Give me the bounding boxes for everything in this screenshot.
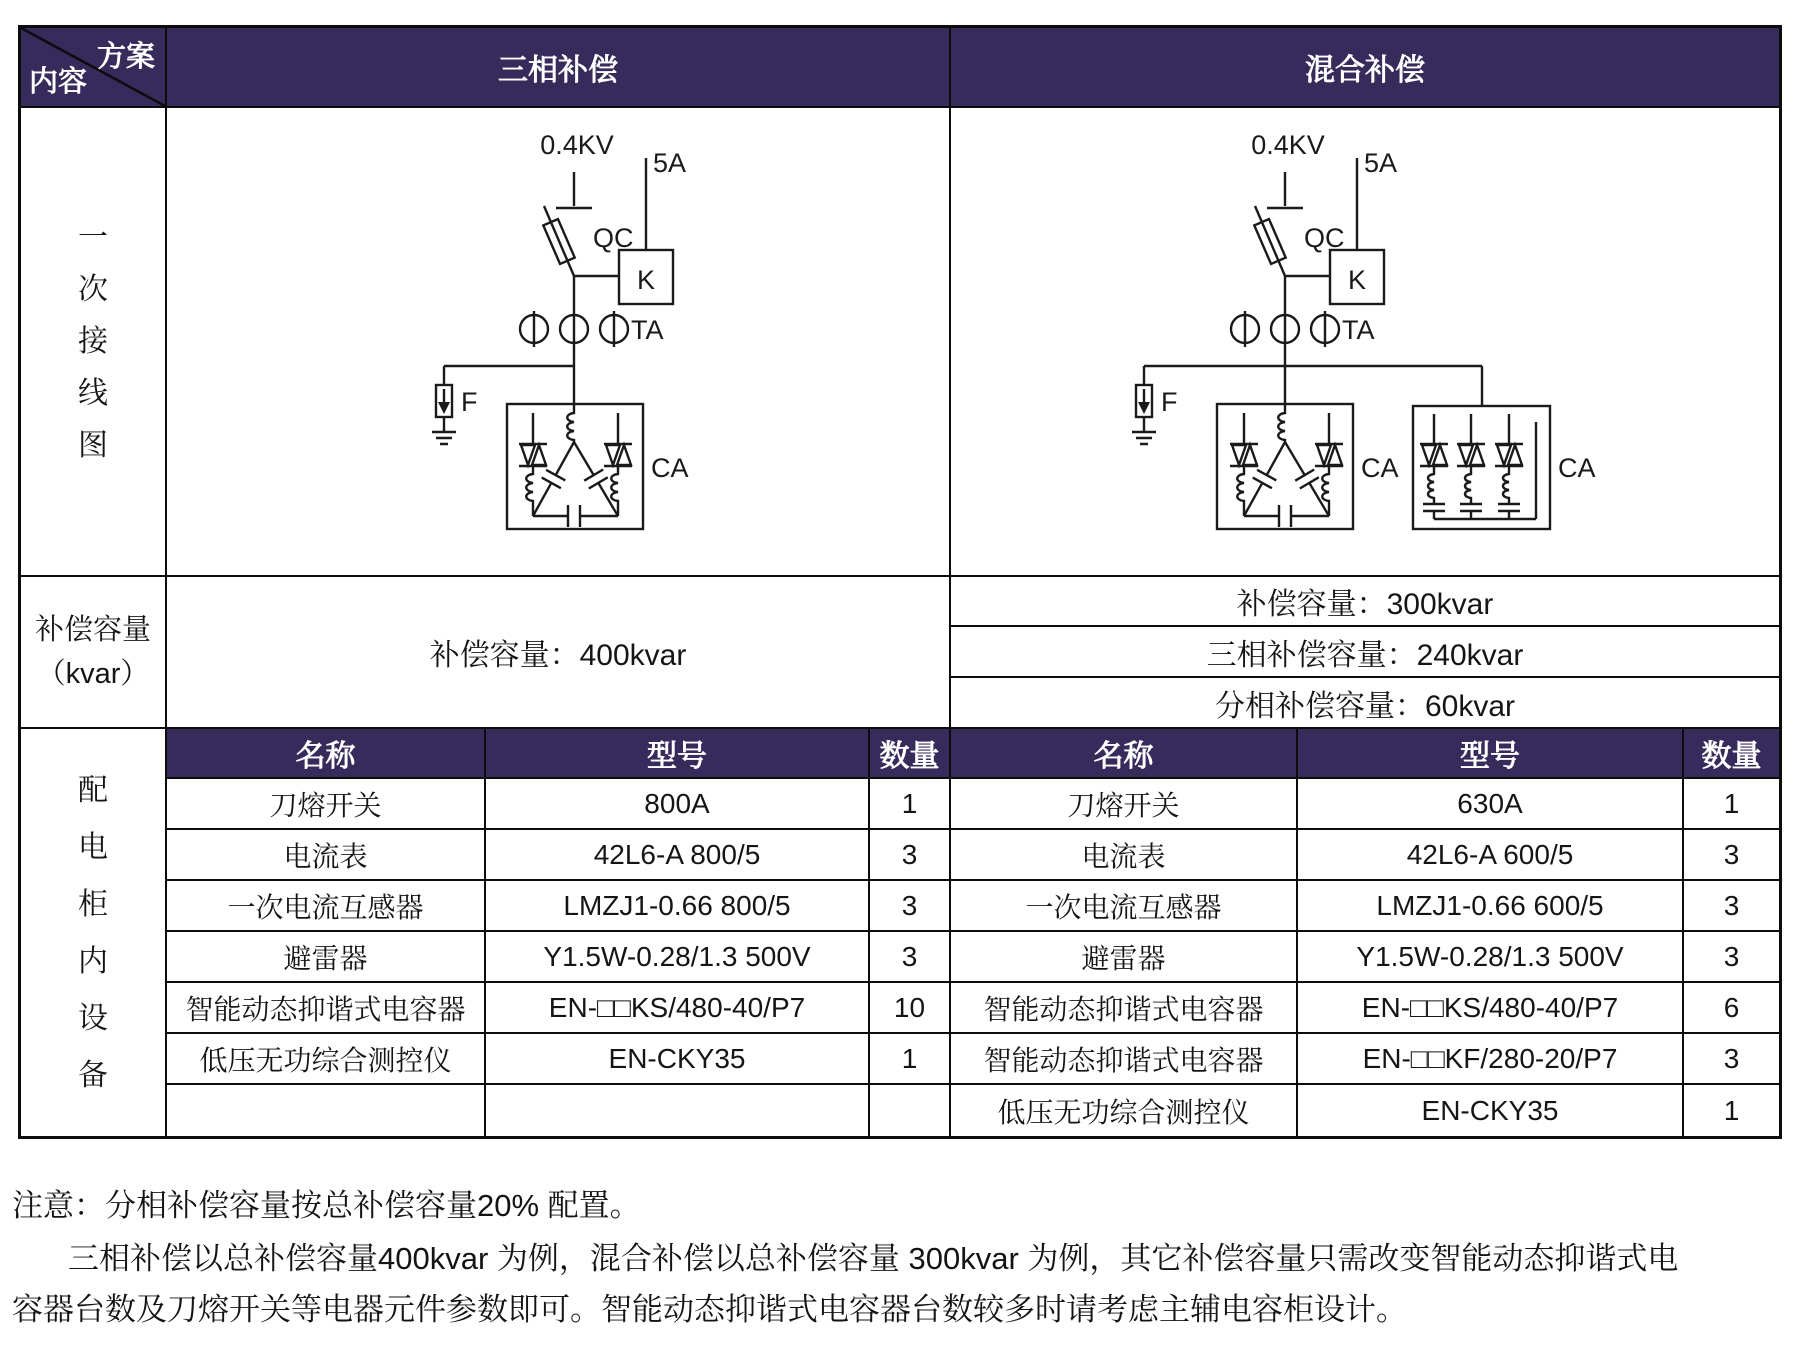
equip-cell: 避雷器	[951, 932, 1298, 983]
wiring-diagram-three-phase-cell	[167, 108, 951, 577]
equip-cell: LMZJ1-0.66 800/5	[486, 881, 870, 932]
equip-cell: 1	[1723, 1094, 1740, 1126]
row-label-wiring-diagram: 一次接线图	[21, 108, 167, 577]
capacity-mixed-split-phase: 分相补偿容量：60kvar	[951, 678, 1779, 729]
note-line-3: 容器台数及刀熔开关等电器元件参数即可。智能动态抑谐式电容器台数较多时请考虑主辅电容柜设计。	[12, 1292, 1407, 1327]
svg-text:K: K	[1347, 265, 1367, 295]
corner-label-scheme: 方案	[96, 41, 155, 73]
svg-text:CA: CA	[1558, 453, 1596, 483]
svg-text:5A: 5A	[1364, 148, 1398, 178]
left-table-header-name: 名称	[167, 729, 486, 779]
right-table-header-model: 型号	[1298, 729, 1684, 779]
equip-cell: EN-□□KS/480-40/P7	[486, 983, 870, 1034]
equip-cell: EN-□□KS/480-40/P7	[1298, 983, 1684, 1034]
equip-cell: 避雷器	[167, 932, 486, 983]
wiring-diagram-mixed-cell	[951, 108, 1779, 577]
equip-cell: 3	[870, 830, 951, 881]
equip-cell: 1	[870, 1034, 951, 1085]
equip-cell: EN-CKY35	[1298, 1085, 1684, 1136]
equip-cell: 42L6-A 800/5	[486, 830, 870, 881]
svg-text:CA: CA	[1361, 453, 1399, 483]
svg-text:QC: QC	[593, 223, 634, 253]
equip-cell: 3	[870, 932, 951, 983]
svg-text:0.4KV: 0.4KV	[540, 130, 614, 160]
equip-cell	[167, 1085, 486, 1136]
svg-text:K: K	[636, 265, 656, 295]
column-header-mixed: 混合补偿	[951, 28, 1779, 108]
corner-header-cell	[21, 28, 167, 108]
equip-cell: 刀熔开关	[167, 779, 486, 830]
equip-cell: 低压无功综合测控仪	[951, 1085, 1298, 1136]
equip-cell: 电流表	[167, 830, 486, 881]
svg-text:TA: TA	[1342, 315, 1375, 345]
left-table-header-model: 型号	[486, 729, 870, 779]
equip-cell	[486, 1085, 870, 1136]
corner-label-content: 内容	[29, 66, 88, 98]
equip-cell: LMZJ1-0.66 600/5	[1298, 881, 1684, 932]
capacity-label-line2: （kvar）	[36, 658, 150, 690]
equip-cell: 3	[1684, 1034, 1779, 1085]
column-header-three-phase: 三相补偿	[167, 28, 951, 108]
svg-text:F: F	[461, 387, 478, 417]
equip-cell: 630A	[1298, 779, 1684, 830]
equip-cell: 智能动态抑谐式电容器	[951, 983, 1298, 1034]
svg-text:QC: QC	[1304, 223, 1345, 253]
left-table-header-qty: 数量	[870, 729, 951, 779]
capacity-mixed-three-phase: 三相补偿容量：240kvar	[951, 627, 1779, 678]
right-table-header-name: 名称	[951, 729, 1298, 779]
equip-cell: Y1.5W-0.28/1.3 500V	[486, 932, 870, 983]
equip-cell: EN-CKY35	[486, 1034, 870, 1085]
equip-cell: 智能动态抑谐式电容器	[951, 1034, 1298, 1085]
equip-cell: 10	[870, 983, 951, 1034]
svg-text:0.4KV: 0.4KV	[1251, 130, 1325, 160]
equip-cell: 1	[870, 779, 951, 830]
equip-cell: 3	[1684, 881, 1779, 932]
capacity-three-phase: 补偿容量：400kvar	[167, 577, 951, 729]
equip-cell: 低压无功综合测控仪	[167, 1034, 486, 1085]
equip-cell: 42L6-A 600/5	[1298, 830, 1684, 881]
equip-cell: 800A	[486, 779, 870, 830]
mixed-wiring-diagram	[1081, 114, 1701, 574]
incoming-bus	[540, 130, 614, 208]
equip-cell: 一次电流互感器	[167, 881, 486, 932]
right-table-header-qty: 数量	[1684, 729, 1779, 779]
row-label-equipment: 配电柜内设备	[21, 729, 167, 1136]
equip-cell: 3	[1684, 830, 1779, 881]
equip-cell: 一次电流互感器	[951, 881, 1298, 932]
ca-capacitor-bank-delta	[507, 366, 689, 529]
equip-cell: 电流表	[951, 830, 1298, 881]
note-line-1: 注意：分相补偿容量按总补偿容量20% 配置。	[12, 1188, 641, 1223]
equip-cell: 1	[1684, 779, 1779, 830]
ca-capacitor-bank-delta	[1217, 366, 1399, 529]
capacity-mixed-total: 补偿容量：300kvar	[951, 577, 1779, 627]
svg-text:TA: TA	[631, 315, 664, 345]
equip-cell: 3	[870, 881, 951, 932]
equip-cell: 刀熔开关	[951, 779, 1298, 830]
svg-text:5A: 5A	[653, 148, 687, 178]
equip-cell: 6	[1684, 983, 1779, 1034]
row-label-capacity	[21, 577, 167, 729]
capacity-label-line1: 补偿容量	[34, 614, 151, 646]
svg-text:CA: CA	[651, 453, 689, 483]
equip-cell	[870, 1085, 951, 1136]
note-line-2: 三相补偿以总补偿容量400kvar 为例，混合补偿以总补偿容量 300kvar 为例，其它补偿容量只需改变智能动态抑谐式电	[68, 1241, 1679, 1276]
three-phase-wiring-diagram	[401, 114, 741, 574]
equip-cell: 智能动态抑谐式电容器	[167, 983, 486, 1034]
incoming-bus	[1251, 130, 1325, 208]
svg-text:F: F	[1161, 387, 1178, 417]
equip-cell: Y1.5W-0.28/1.3 500V	[1298, 932, 1684, 983]
equip-cell: EN-□□KF/280-20/P7	[1298, 1034, 1684, 1085]
ca-capacitor-bank-single-phase	[1413, 366, 1596, 529]
comparison-table	[18, 25, 1782, 1139]
equip-cell: 3	[1684, 932, 1779, 983]
